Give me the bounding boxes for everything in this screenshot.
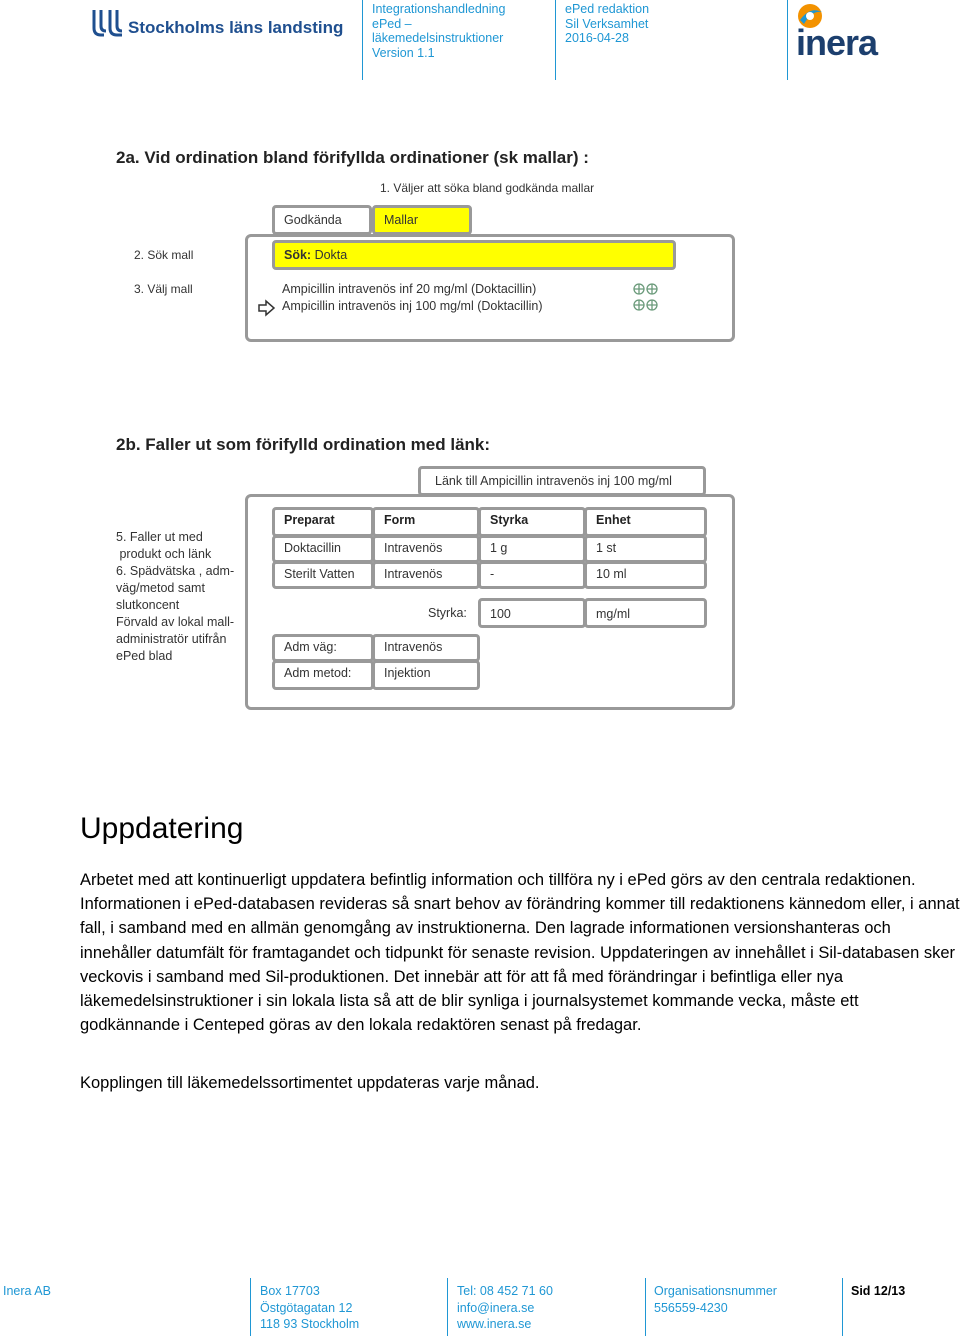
table-cell: 1 st	[584, 535, 707, 563]
figure-a-step2: 2. Sök mall	[134, 248, 194, 262]
footer-divider	[645, 1278, 646, 1336]
footer-divider	[447, 1278, 448, 1336]
page-number: Sid 12/13	[851, 1284, 906, 1298]
org-name: Stockholms läns landsting	[128, 18, 344, 37]
column-header: Form	[372, 507, 480, 537]
styrka-field[interactable]: 100	[478, 598, 586, 628]
adm-metod-field[interactable]: Injektion	[372, 660, 480, 690]
note-line: Förvald av lokal mall-	[116, 615, 235, 629]
footer-company: Inera AB	[3, 1284, 51, 1298]
template-icon	[633, 298, 659, 312]
body-paragraph: Arbetet med att kontinuerligt uppdatera befintlig information och tillföra ny i ePed görs av den centrala redaktionen. Informationen i ePed-databasen revideras så snart behov av förändring kommer till redaktionens kännedom eller, i annat fall, i samband med en allmän genomgång av instruktionerna. Den lagrade informationen versionshanteras och innehåller datumfält för framtagandet och tidpunkt för senaste revision. Uppdateringen av innehållet i Sil-databasen sker veckovis i samband med Sil-produktionen. Det innebär att för att få med förändringar i befintliga eller nya läkemedelsinstruktioner i sin lokala lista så att de blir synliga i journalsystemet kommande vecka, måste ett godkännande i Centeped göras av den lokala redaktören senast på fredagar.	[80, 871, 960, 1035]
address-line: Östgötagatan 12	[260, 1300, 353, 1315]
adm-metod-label: Adm metod:	[272, 660, 374, 690]
footer-address	[260, 1283, 359, 1333]
email-link[interactable]: info@inera.se	[457, 1300, 535, 1315]
footer-org	[654, 1283, 777, 1316]
figure-a-step1: 1. Väljer att söka bland godkända mallar	[380, 181, 595, 195]
table-cell: Sterilt Vatten	[272, 561, 374, 589]
table-cell: 1 g	[478, 535, 586, 563]
table-cell: 10 ml	[584, 561, 707, 589]
website-link[interactable]: www.inera.se	[457, 1317, 532, 1331]
column-header: Preparat	[272, 507, 374, 537]
search-value: Dokta	[314, 248, 348, 262]
header-author-line: Sil Verksamhet	[565, 16, 649, 31]
adm-vag-label: Adm väg:	[272, 634, 374, 662]
table-cell: Doktacillin	[272, 535, 374, 563]
search-label: Sök:	[284, 248, 312, 262]
note-line: 5. Faller ut med	[116, 530, 203, 544]
figure-b-note	[116, 529, 234, 665]
address-line: 118 93 Stockholm	[260, 1317, 360, 1331]
footer-divider	[842, 1278, 843, 1336]
styrka-unit-field[interactable]: mg/ml	[584, 598, 707, 628]
arrow-right-icon	[258, 299, 276, 317]
footer-divider	[250, 1278, 251, 1336]
template-result-item[interactable]: Ampicillin intravenös inf 20 mg/ml (Doktacillin)	[282, 282, 537, 296]
sll-logo	[90, 8, 350, 44]
phone-text: Tel: 08 452 71 60	[457, 1284, 553, 1298]
header-doc-line: Integrationshandledning	[372, 2, 506, 16]
styrka-label: Styrka:	[428, 606, 467, 620]
column-header: Styrka	[478, 507, 586, 537]
footer-contact	[457, 1283, 553, 1333]
header-author-info	[565, 2, 649, 46]
header-doc-info	[372, 2, 505, 60]
note-line: produkt och länk	[116, 547, 212, 561]
header-divider	[555, 0, 556, 80]
inera-logo	[796, 2, 906, 63]
note-line: administratör utifrån	[116, 632, 227, 646]
figure-b-title: 2b. Faller ut som förifylld ordination med länk:	[116, 435, 491, 454]
template-icon	[633, 282, 659, 296]
note-line: slutkoncent	[116, 598, 180, 612]
header-doc-line: läkemedelsinstruktioner	[372, 31, 504, 45]
figure-a-title: 2a. Vid ordination bland förifyllda ordinationer (sk mallar) :	[116, 148, 589, 167]
table-cell: Intravenös	[372, 561, 480, 589]
instruction-link[interactable]: Länk till Ampicillin intravenös inj 100 mg/ml	[418, 466, 706, 496]
address-line: Box 17703	[260, 1284, 320, 1298]
header-date: 2016-04-28	[565, 31, 629, 45]
tab-mallar[interactable]: Mallar	[372, 205, 472, 235]
table-cell: Intravenös	[372, 535, 480, 563]
body-paragraph: Kopplingen till läkemedelssortimentet uppdateras varje månad.	[80, 1074, 540, 1092]
template-result-item[interactable]: Ampicillin intravenös inj 100 mg/ml (Doktacillin)	[282, 299, 543, 313]
header-doc-line: Version 1.1	[372, 45, 435, 60]
figure-a-step3: 3. Välj mall	[134, 282, 193, 296]
org-number: 556559-4230	[654, 1300, 728, 1315]
header-divider	[362, 0, 363, 80]
header-divider	[787, 0, 788, 80]
note-line: väg/metod samt	[116, 581, 205, 595]
note-line: 6. Spädvätska , adm-	[116, 564, 235, 578]
header-author-line: ePed redaktion	[565, 2, 650, 16]
section-heading: Uppdatering	[80, 812, 244, 845]
table-cell: -	[478, 561, 586, 589]
header-doc-line: ePed –	[372, 16, 412, 31]
note-line: ePed blad	[116, 649, 173, 663]
org-number-label: Organisationsnummer	[654, 1284, 777, 1298]
inera-wordmark: inera	[796, 22, 878, 63]
sll-logo-mark-icon	[90, 8, 124, 38]
adm-vag-field[interactable]: Intravenös	[372, 634, 480, 662]
template-search-input[interactable]	[272, 240, 676, 270]
column-header: Enhet	[584, 507, 707, 537]
tab-godkanda[interactable]: Godkända	[272, 205, 372, 235]
